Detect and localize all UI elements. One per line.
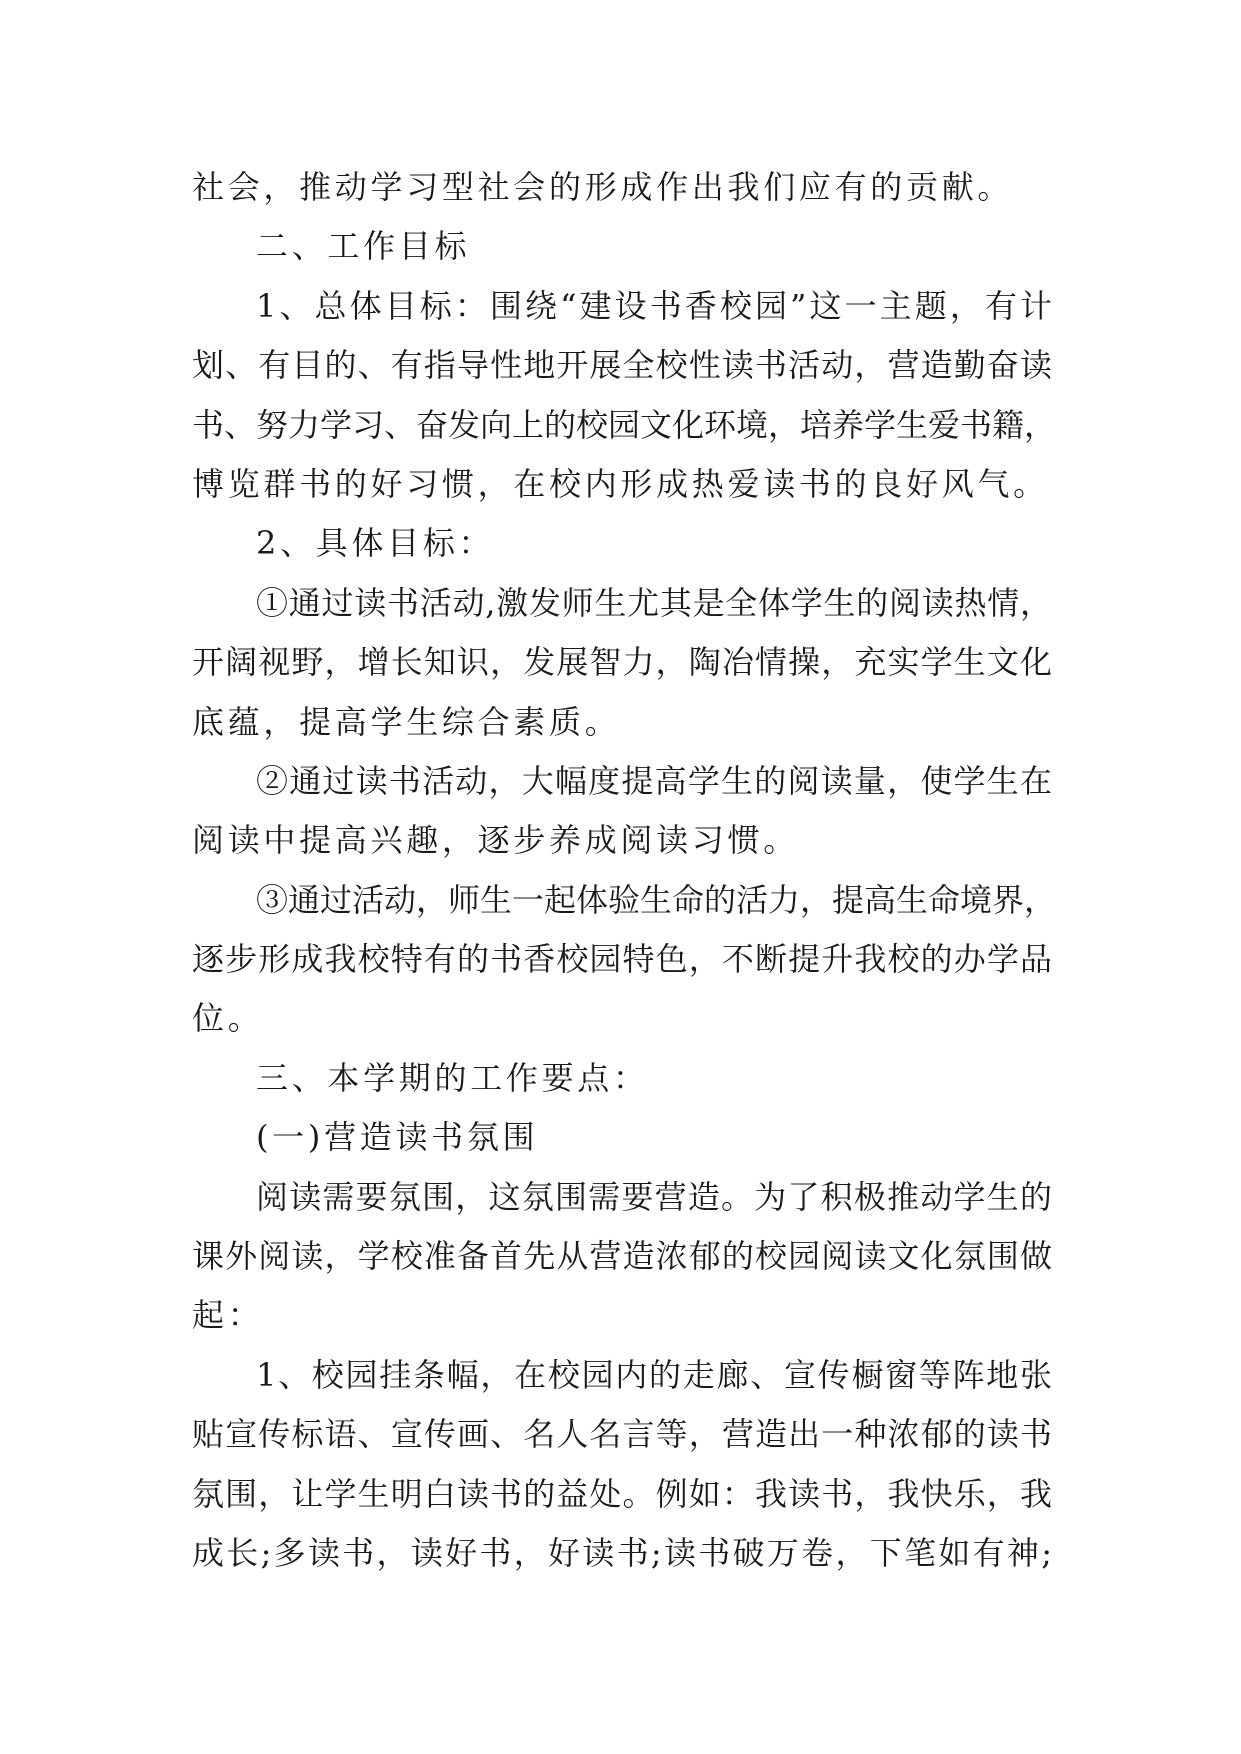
text-line: 社会，推动学习型社会的形成作出我们应有的贡献。 <box>192 168 1014 206</box>
text-line: 2、具体目标： <box>256 524 495 563</box>
text-line: 阅读中提高兴趣，逐步养成阅读习惯。 <box>192 821 799 860</box>
text-line: 成长;多读书，读好书，好读书;读书破万卷，下笔如有神; <box>192 1533 1052 1572</box>
text-line: 划、有目的、有指导性地开展全校性读书活动，营造勤奋读 <box>192 346 1052 385</box>
text-line: ③通过活动，师生一起体验生命的活力，提高生命境界， <box>256 880 1057 919</box>
text-line: 底蕴，提高学生综合素质。 <box>192 702 621 741</box>
text-line: 位。 <box>192 999 264 1038</box>
text-line: 1、校园挂条幅，在校园内的走廊、宣传橱窗等阵地张 <box>256 1355 1052 1394</box>
text-line: 课外阅读，学校准备首先从营造浓郁的校园阅读文化氛围做 <box>192 1237 1052 1276</box>
text-line: 书、努力学习、奋发向上的校园文化环境，培养学生爱书籍， <box>192 405 1057 444</box>
text-line: 起： <box>192 1296 264 1335</box>
text-line: ①通过读书活动,激发师生尤其是全体学生的阅读热情， <box>256 583 1052 622</box>
text-line: 三、本学期的工作要点： <box>256 1058 649 1097</box>
text-line: ②通过读书活动，大幅度提高学生的阅读量，使学生在 <box>256 761 1052 800</box>
text-line: 开阔视野，增长知识，发展智力，陶冶情操，充实学生文化 <box>192 643 1052 682</box>
text-line: (一)营造读书氛围 <box>256 1118 539 1157</box>
text-line: 1、总体目标：围绕“建设书香校园”这一主题，有计 <box>256 286 1052 325</box>
text-line: 二、工作目标 <box>256 227 471 266</box>
text-line: 氛围，让学生明白读书的益处。例如：我读书，我快乐，我 <box>192 1474 1052 1513</box>
body-text <box>192 158 1057 1583</box>
text-line: 逐步形成我校特有的书香校园特色，不断提升我校的办学品 <box>192 940 1052 979</box>
text-line: 阅读需要氛围，这氛围需要营造。为了积极推动学生的 <box>256 1177 1052 1216</box>
text-line: 博览群书的好习惯，在校内形成热爱读书的良好风气。 <box>192 464 1049 503</box>
text-line: 贴宣传标语、宣传画、名人名言等，营造出一种浓郁的读书 <box>192 1415 1052 1454</box>
